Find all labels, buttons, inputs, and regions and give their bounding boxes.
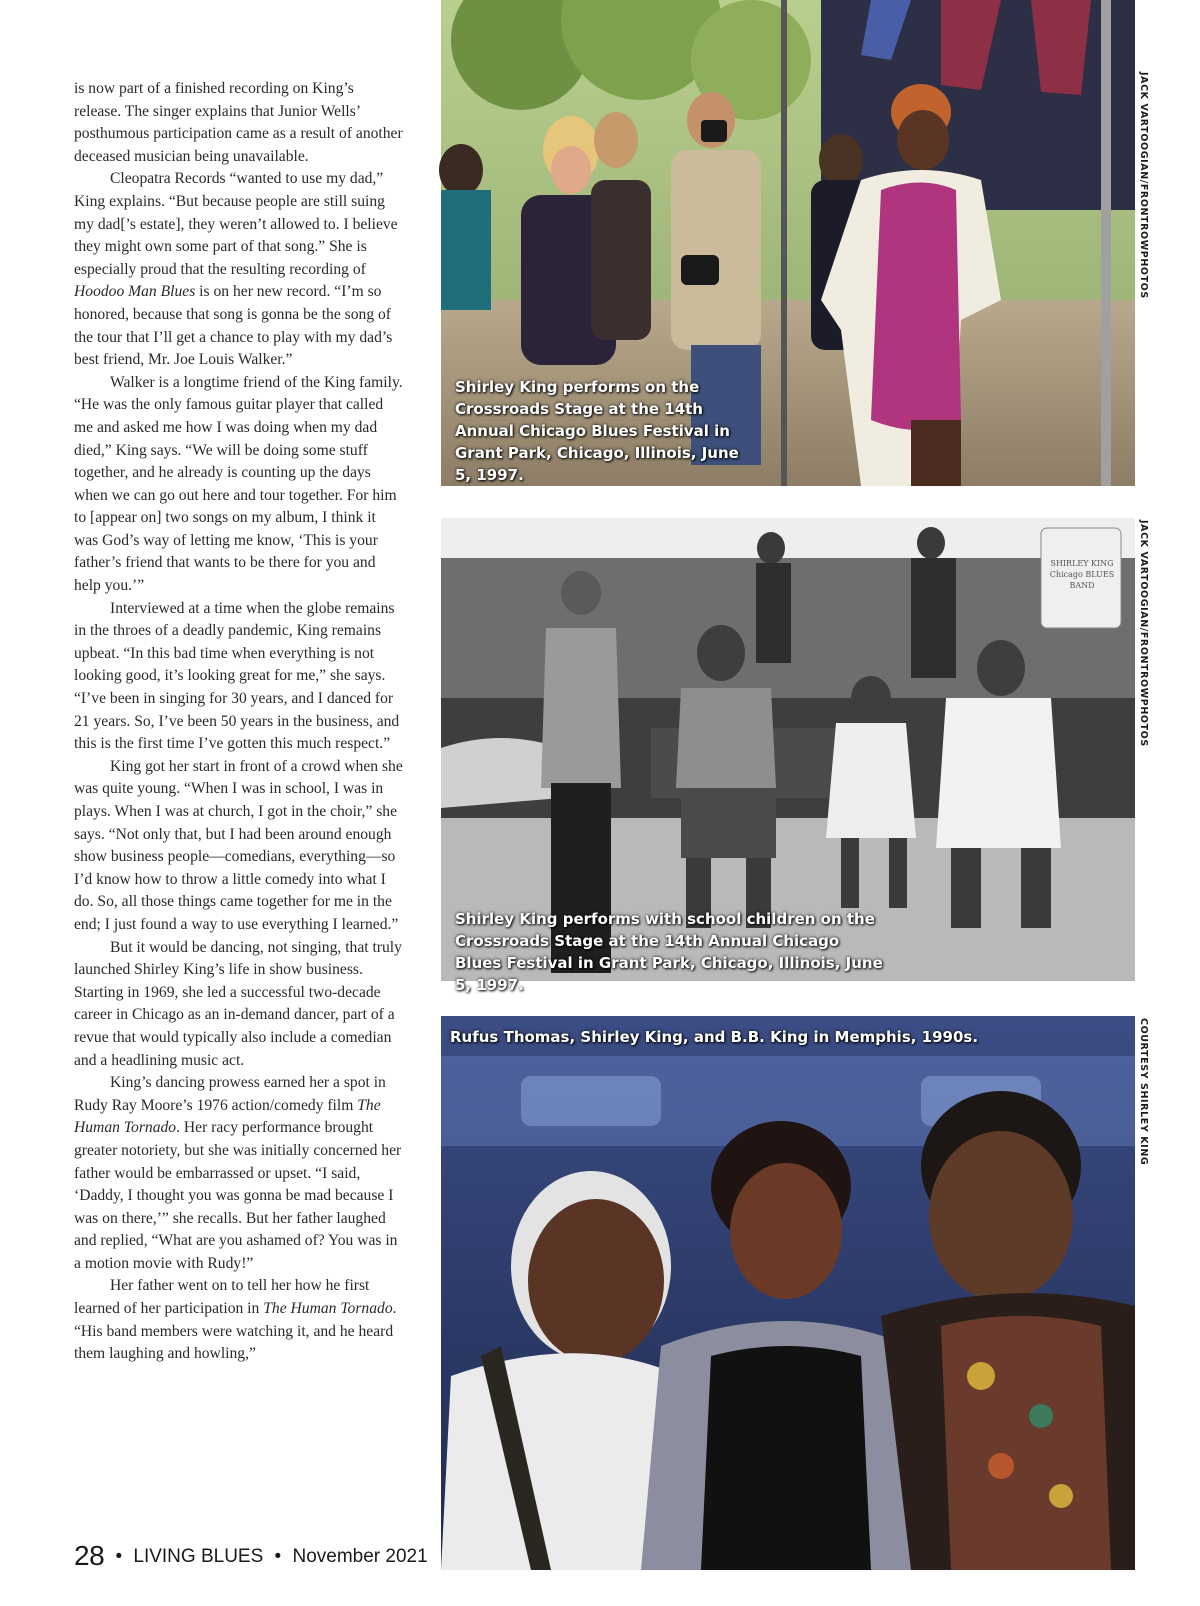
- paragraph-text: Walker is a longtime friend of the King family. “He was the only famous guitar player that called me and asked me how I was doing when my dad died,” King says. “We will be doing some stuff together, and he already is counting up the days when we can go out here and tour together. For him to [appear on] two songs on my album, I think it was God’s way of letting me know, ‘This is your father’s friend that wants to be there for you and help you.’”: [74, 373, 403, 595]
- italic-title: The Human Tornado: [263, 1300, 393, 1318]
- article-paragraph: [74, 168, 404, 371]
- photo-caption: Shirley King performs with school children on the Crossroads Stage at the 14th Annual Chicago Blues Festival in Grant Park, Chicago, Illinois, June 5, 1997.: [455, 910, 883, 994]
- folio-bullet: •: [274, 1546, 282, 1567]
- photo-festival-crowd: [441, 0, 1135, 486]
- magazine-name: LIVING BLUES: [133, 1546, 264, 1567]
- photo-kings-memphis: [441, 1016, 1135, 1570]
- paragraph-text: King’s dancing prowess earned her a spot in Rudy Ray Moore’s 1976 action/comedy film: [74, 1074, 386, 1114]
- paragraph-text: is on her new record. “I’m so honored, because that song is gonna be the song of the tour that I’ll get a chance to play with my dad’s best friend, Mr. Joe Louis Walker.”: [74, 283, 393, 369]
- photo-caption: Shirley King performs on the Crossroads Stage at the 14th Annual Chicago Blues Festival in Grant Park, Chicago, Illinois, June 5, 1997.: [455, 378, 739, 484]
- article-paragraph: [74, 756, 404, 937]
- page-footer: [74, 1540, 434, 1572]
- paragraph-text: is now part of a finished recording on King’s release. The singer explains that Junior Wells’ posthumous participation came as a result of another deceased musician being unavailable.: [74, 80, 403, 165]
- article-paragraph: [74, 598, 404, 756]
- paragraph-text: . “His band members were watching it, and he heard them laughing and howling,”: [74, 1300, 397, 1363]
- page-number: 28: [74, 1540, 105, 1571]
- paragraph-text: King got her start in front of a crowd when she was quite young. “When I was in school, I was in plays. When I was at church, I got in the choir,” she says. “Not only that, but I had been around enough show business people—comedians, everything—so I’d know how to throw a little comedy into what I do. So, all those things came together for me in the end; I just found a way to use everything I learned.”: [74, 757, 403, 933]
- stage-sign-text: SHIRLEY KING Chicago BLUES BAND: [1049, 559, 1115, 590]
- article-paragraph: [74, 78, 404, 168]
- article-paragraph: [74, 1275, 404, 1365]
- italic-title: The Human Tornado: [74, 1096, 381, 1137]
- issue-date: November 2021: [292, 1546, 428, 1567]
- paragraph-text: . Her racy performance brought greater notoriety, but she was initially concerned her father would be embarrassed or upset. “I said, ‘Daddy, I thought you was gonna be mad because I was on there,’” she recalls. But her father laughed and replied, “What are you ashamed of? You was in a motion movie with Rudy!”: [74, 1119, 402, 1272]
- photo-credit: COURTESY SHIRLEY KING: [1138, 1018, 1149, 1166]
- article-paragraph: [74, 937, 404, 1073]
- italic-title: Hoodoo Man Blues: [74, 283, 196, 301]
- photo-credit: JACK VARTOOGIAN/FRONTROWPHOTOS: [1138, 72, 1149, 299]
- article-paragraph: [74, 372, 404, 598]
- paragraph-text: Interviewed at a time when the globe remains in the throes of a deadly pandemic, King remains upbeat. “In this bad time when everything is not looking good, it’s looking great for me,” she says. “I’ve been in singing for 30 years, and I danced for 21 years. So, I’ve been 50 years in the business, and this is the first time I’ve gotten this much respect.”: [74, 599, 400, 753]
- photo-credit: JACK VARTOOGIAN/FRONTROWPHOTOS: [1138, 520, 1149, 747]
- photo-stage-dancers: [441, 518, 1135, 994]
- paragraph-text: But it would be dancing, not singing, that truly launched Shirley King’s life in show business. Starting in 1969, she led a successful two-decade career in Chicago as an in-demand dancer, part of a revue that would typically also include a comedian and a headlining music act.: [74, 938, 402, 1069]
- folio-bullet: •: [115, 1546, 123, 1567]
- photo-kings-memphis-image: [441, 1016, 1135, 1570]
- article-paragraph: [74, 1072, 404, 1275]
- paragraph-text: Cleopatra Records “wanted to use my dad,” King explains. “But because people are still suing my dad[’s estate], they weren’t allowed to. I believe they might own some part of that song.” She is especially proud that the resulting recording of: [74, 170, 398, 278]
- article-body: [74, 78, 404, 1366]
- paragraph-text: Her father went on to tell her how he first learned of her participation in: [74, 1277, 370, 1318]
- photo-caption: Rufus Thomas, Shirley King, and B.B. King in Memphis, 1990s.: [450, 1028, 979, 1046]
